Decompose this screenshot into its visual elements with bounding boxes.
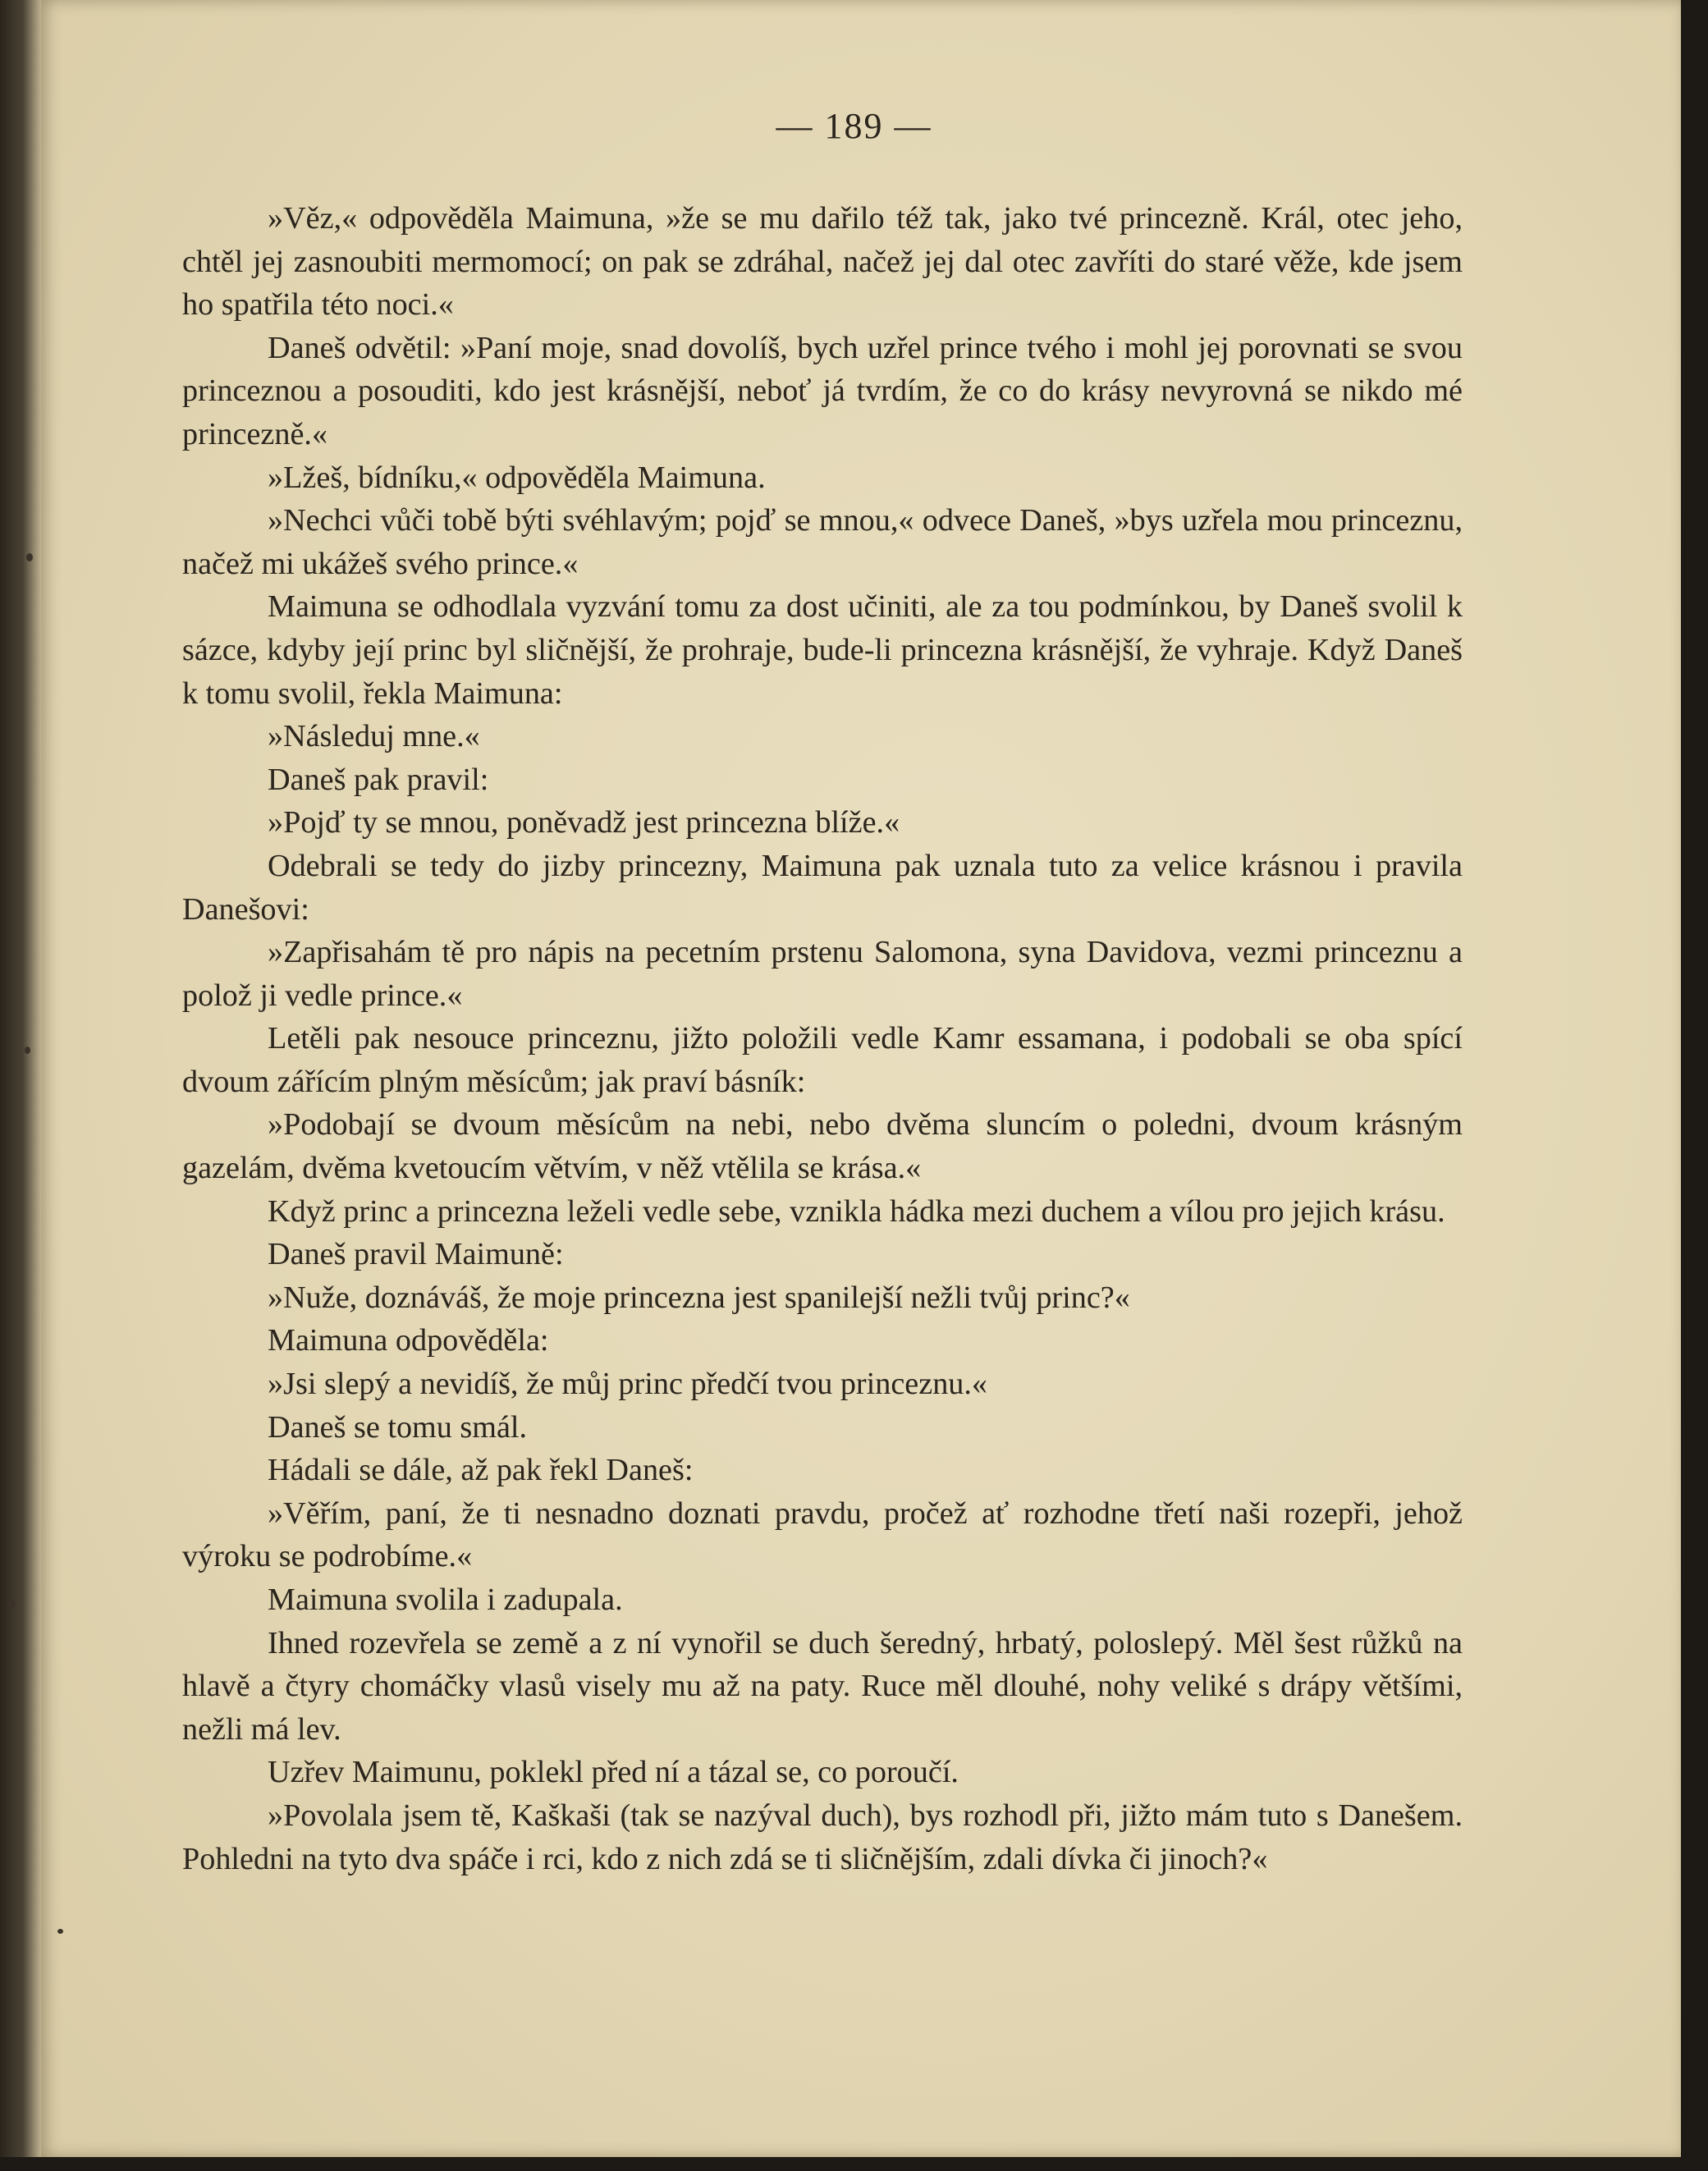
- paragraph: Daneš se tomu smál.: [268, 1409, 528, 1445]
- paragraph: »Lžeš, bídníku,« odpověděla Maimuna.: [268, 460, 766, 495]
- page-number: — 189 —: [776, 106, 932, 146]
- margin-ink-speck: [57, 1929, 63, 1934]
- margin-ink-speck: [8, 1601, 16, 1609]
- paragraph: Hádali se dále, až pak řekl Daneš:: [268, 1453, 694, 1488]
- paragraph: Uzřev Maimunu, poklekl před ní a tázal se, co poroučí.: [268, 1755, 959, 1790]
- paragraph: Maimuna se odhodlala vyzvání tomu za dost učiniti, ale za tou podmínkou, by Daneš svolil k sázce, kdyby její princ byl sličnější, že prohraje, bude-li princezna krásnější, že vyhraje. Když Daneš k tomu svolil, řekla Maimuna:: [182, 589, 1463, 711]
- paragraph: Maimuna odpověděla:: [268, 1323, 549, 1358]
- paragraph: »Zapřisahám tě pro nápis na pecetním prstenu Salomona, syna Davidova, vezmi princeznu a polož ji vedle prince.«: [182, 935, 1463, 1013]
- paragraph: »Podobají se dvoum měsícům na nebi, nebo dvěma sluncím o poledni, dvoum krásným gazelám, dvěma kvetoucím větvím, v něž vtělila se krása.«: [182, 1107, 1463, 1186]
- paragraph: Letěli pak nesouce princeznu, jižto položili vedle Kamr essamana, i podobali se oba spící dvoum zářícím plným měsícům; jak praví básník:: [182, 1021, 1463, 1099]
- paragraph: Daneš pak pravil:: [268, 762, 489, 797]
- paragraph: Odebrali se tedy do jizby princezny, Maimuna pak uznala tuto za velice krásnou i pravila Danešovi:: [182, 848, 1463, 927]
- body-text: [182, 197, 1463, 1880]
- paragraph: »Nechci vůči tobě býti svéhlavým; pojď se mnou,« odvece Daneš, »bys uzřela mou princeznu, načež mi ukážeš svého prince.«: [182, 503, 1463, 581]
- paragraph: Daneš pravil Maimuně:: [268, 1237, 564, 1272]
- paragraph: Ihned rozevřela se země a z ní vynořil se duch šeredný, hrbatý, poloslepý. Měl šest růžků na hlavě a čtyry chomáčky vlasů visely mu až na paty. Ruce měl dlouhé, nohy veliké s drápy většími, nežli má lev.: [182, 1625, 1463, 1747]
- paragraph: »Následuj mne.«: [268, 719, 480, 754]
- paragraph: »Věz,« odpověděla Maimuna, »že se mu dařilo též tak, jako tvé princezně. Král, otec jeho, chtěl jej zasnoubiti mermomocí; on pak se zdráhal, načež jej dal otec zavříti do staré věže, kde jsem ho spatřila této noci.«: [182, 201, 1463, 323]
- margin-ink-speck: [25, 1047, 30, 1054]
- paragraph: »Povolala jsem tě, Kaškaši (tak se nazýval duch), bys rozhodl při, jižto mám tuto s Danešem. Pohledni na tyto dva spáče i rci, kdo z nich zdá se ti sličnějším, zdali dívka či jinoch?«: [182, 1798, 1463, 1876]
- margin-ink-speck: [26, 553, 33, 561]
- paragraph: Maimuna svolila i zadupala.: [268, 1582, 623, 1617]
- paragraph: »Jsi slepý a nevidíš, že můj princ předčí tvou princeznu.«: [268, 1367, 988, 1402]
- paragraph: »Pojď ty se mnou, poněvadž jest princezna blíže.«: [268, 805, 900, 840]
- paragraph: Daneš odvětil: »Paní moje, snad dovolíš, bych uzřel prince tvého i mohl jej porovnati se svou princeznou a posouditi, kdo jest krásnější, neboť já tvrdím, že co do krásy nevyrovná se nikdo mé princezně.«: [182, 330, 1463, 451]
- paragraph: Když princ a princezna leželi vedle sebe, vznikla hádka mezi duchem a vílou pro jejich krásu.: [268, 1193, 1445, 1229]
- paragraph: »Nuže, doznáváš, že moje princezna jest spanilejší nežli tvůj princ?«: [268, 1280, 1130, 1315]
- scan-border-bottom: [0, 2157, 1708, 2171]
- paragraph: »Věřím, paní, že ti nesnadno doznati pravdu, pročež ať rozhodne třetí naši rozepři, jehož výroku se podrobíme.«: [182, 1495, 1463, 1574]
- scan-border-right: [1681, 0, 1708, 2171]
